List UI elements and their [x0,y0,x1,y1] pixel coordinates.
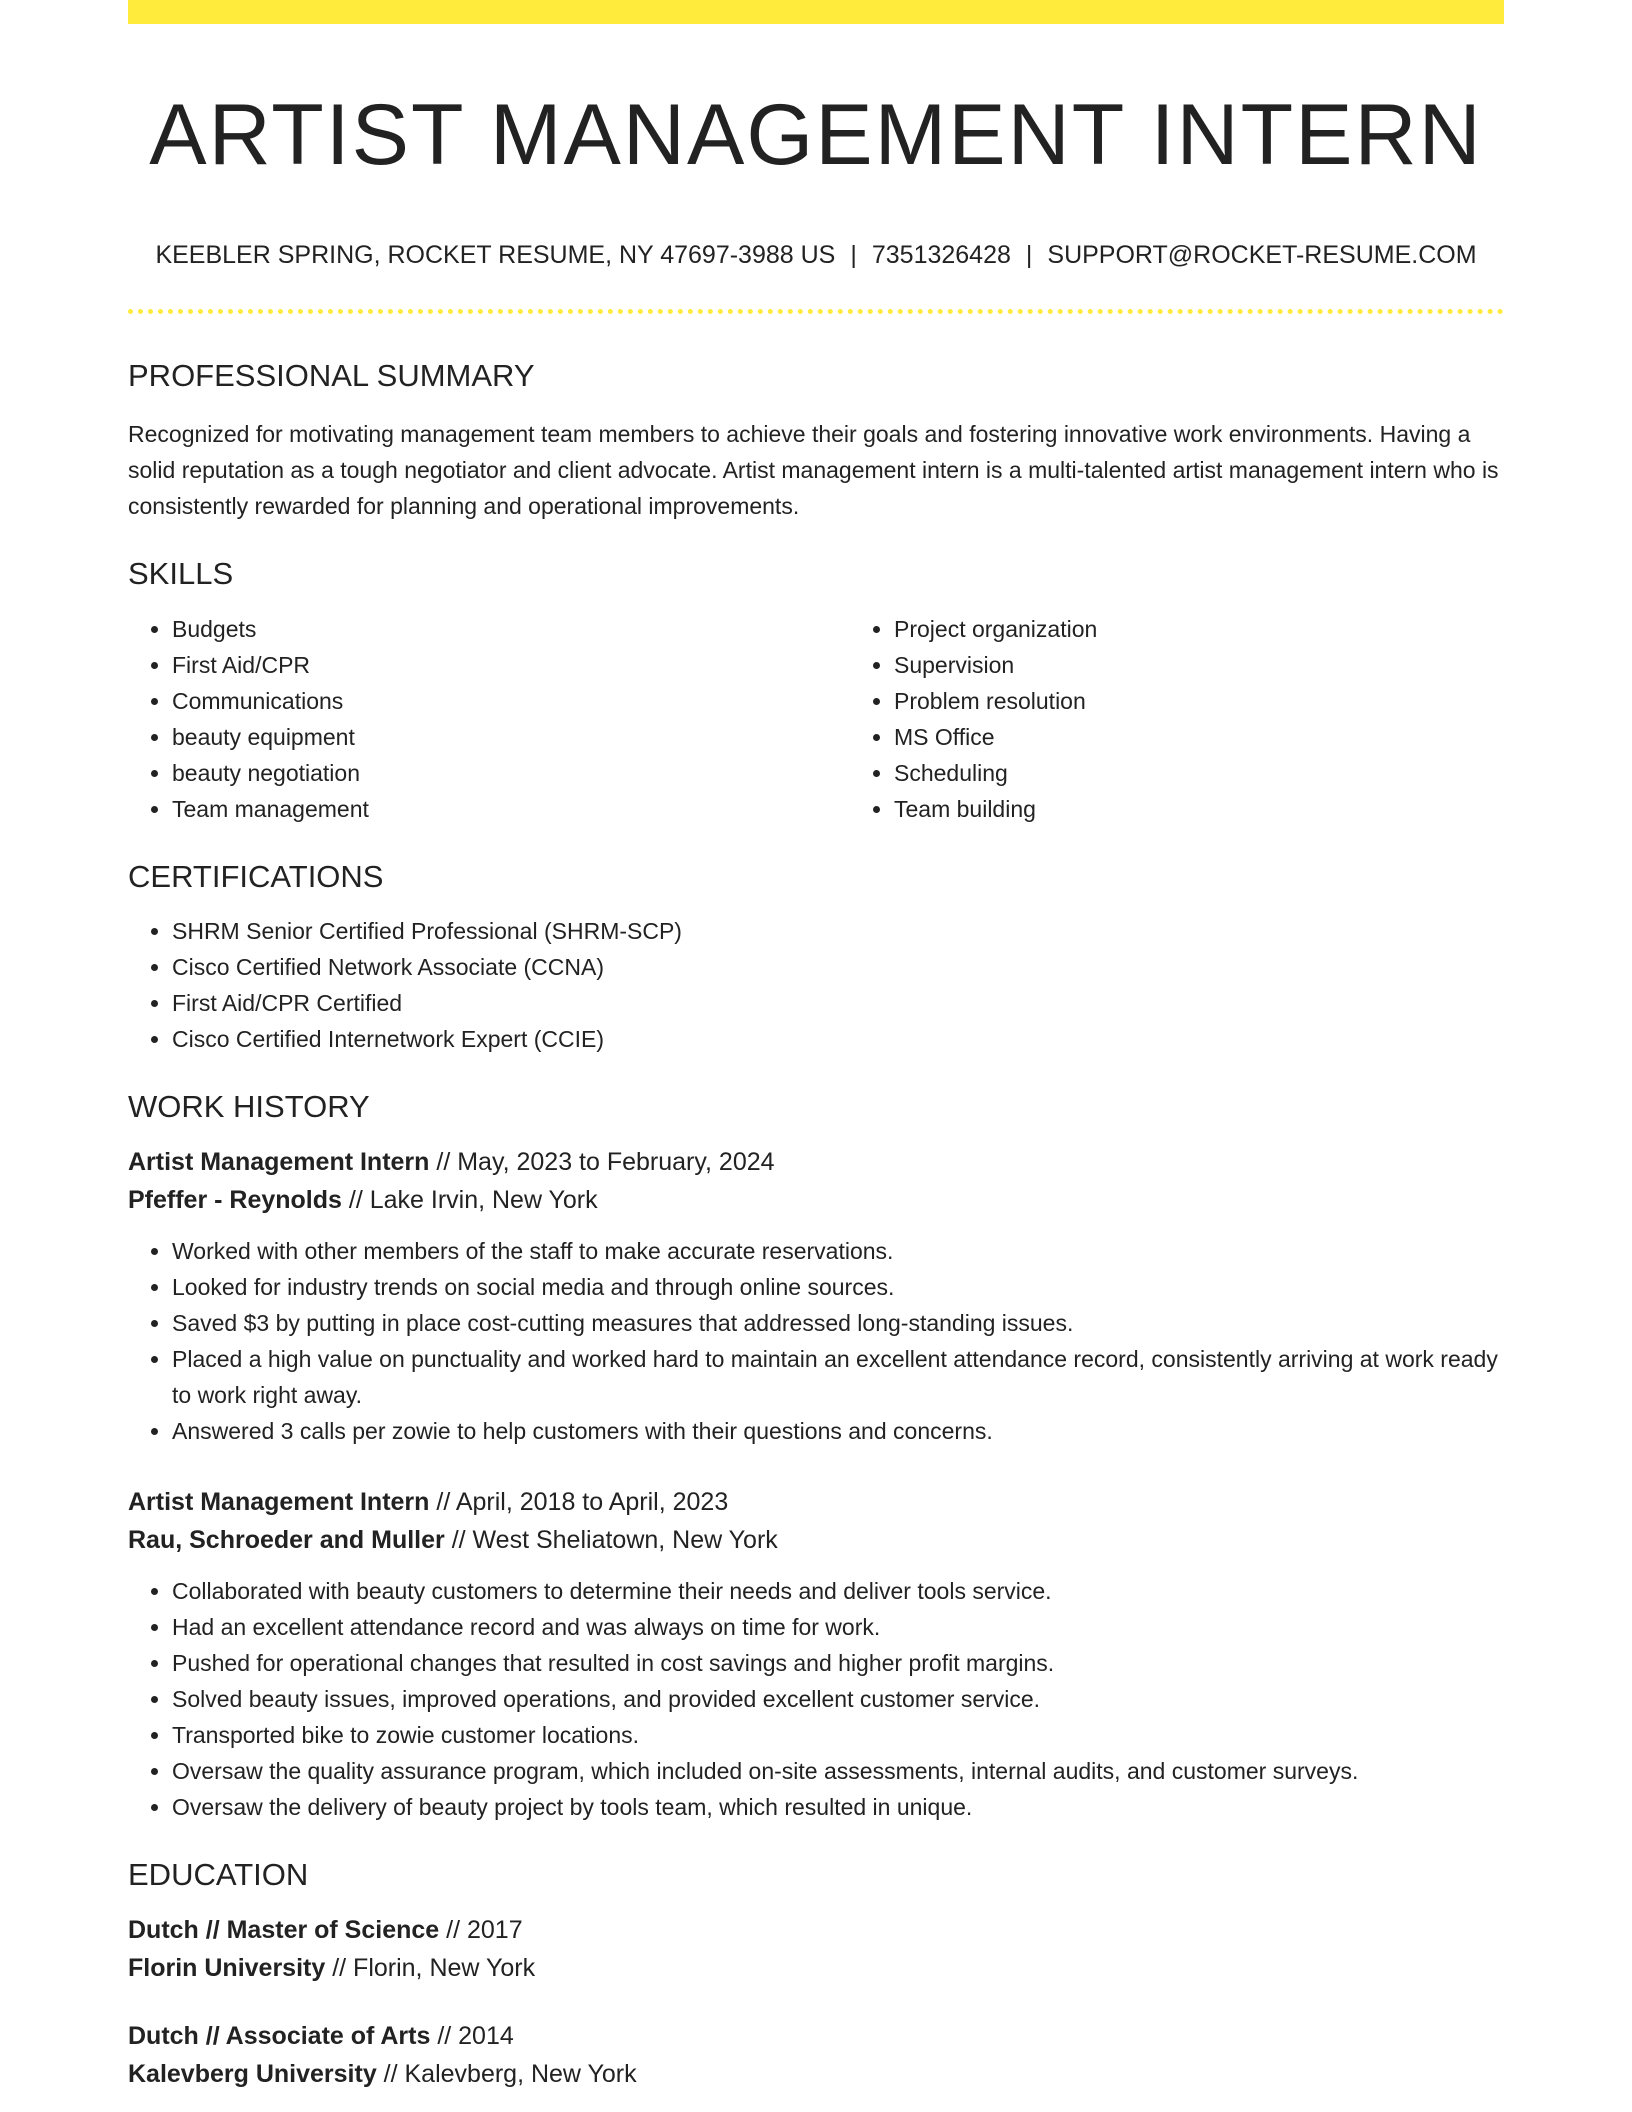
skill-item: • Problem resolution [894,683,1572,719]
education-heading: EDUCATION [128,1856,309,1892]
job-company: Pfeffer - Reynolds [128,1185,342,1214]
job-location: // Lake Irvin, New York [341,1185,598,1214]
job-bullet: • Collaborated with beauty customers to determine their needs and deliver tools service. [172,1573,1504,1609]
job-bullet: • Had an excellent attendance record and was always on time for work. [172,1609,1504,1645]
job-bullet: • Solved beauty issues, improved operations, and provided excellent customer service. [172,1681,1504,1717]
job-bullet: • Oversaw the quality assurance program, which included on-site assessments, internal audits, and customer surveys. [172,1753,1504,1789]
job-company: Rau, Schroeder and Muller [128,1525,445,1554]
job-title-line [128,1483,1504,1521]
top-accent-bar [128,0,1504,24]
candidate-name: ARTIST MANAGEMENT INTERN [149,87,1483,183]
education-year: // 2017 [439,1916,523,1945]
job-role: Artist Management Intern [128,1487,430,1516]
skill-item: • Scheduling [894,755,1572,791]
skill-item: • First Aid/CPR [172,647,850,683]
work-history-heading: WORK HISTORY [128,1088,370,1124]
job-bullets [128,1573,1504,1825]
job-bullet: • Answered 3 calls per zowie to help customers with their questions and concerns. [172,1413,1504,1449]
education-degree: Dutch // Associate of Arts [128,2022,431,2051]
contact-separator: | [1025,241,1033,270]
certification-item: • First Aid/CPR Certified [172,985,1504,1021]
contact-email[interactable]: SUPPORT@ROCKET-RESUME.COM [1047,241,1477,270]
job-bullet: • Oversaw the delivery of beauty project by tools team, which resulted in unique. [172,1789,1504,1825]
education-degree: Dutch // Master of Science [128,1916,440,1945]
job-entry [128,1143,1504,1449]
skill-item: • Supervision [894,647,1572,683]
skill-item: • Budgets [172,611,850,647]
job-bullet: • Worked with other members of the staff to make accurate reservations. [172,1233,1504,1269]
job-bullet: • Saved $3 by putting in place cost-cutting measures that addressed long-standing issues. [172,1305,1504,1341]
education-degree-line [128,2017,1504,2055]
skills-list-right [850,611,1572,827]
education-entry [128,1911,1504,1987]
education-entry [128,2017,1504,2093]
education-school-line [128,1949,1504,1987]
job-dates: // April, 2018 to April, 2023 [429,1487,729,1516]
education-school: Kalevberg University [128,2060,377,2089]
job-dates: // May, 2023 to February, 2024 [429,1147,775,1176]
job-entry [128,1483,1504,1825]
job-bullet: • Looked for industry trends on social media and through online sources. [172,1269,1504,1305]
job-bullet: • Transported bike to zowie customer locations. [172,1717,1504,1753]
education-location: // Florin, New York [325,1954,536,1983]
job-role: Artist Management Intern [128,1147,430,1176]
contact-line [128,240,1504,270]
job-company-line [128,1521,1504,1559]
education-school: Florin University [128,1954,326,1983]
education-school-line [128,2055,1504,2093]
job-company-line [128,1181,1504,1219]
certification-item: • Cisco Certified Network Associate (CCNA) [172,949,1504,985]
summary-heading: PROFESSIONAL SUMMARY [128,358,535,394]
skills-list-left [128,611,850,827]
skills-grid [128,593,1504,827]
education-year: // 2014 [430,2022,514,2051]
skill-item: • Team building [894,791,1572,827]
contact-address: KEEBLER SPRING, ROCKET RESUME, NY 47697-3988 US [155,241,836,270]
certification-item: • SHRM Senior Certified Professional (SHRM-SCP) [172,913,1504,949]
summary-text: Recognized for motivating management team members to achieve their goals and fostering innovative work environments. Having a solid reputation as a tough negotiator and client advocate. Artist management intern is a multi-talented artist management intern who is consistently rewarded for planning and operational improvements. [128,421,1499,520]
skill-item: • MS Office [894,719,1572,755]
skill-item: • Communications [172,683,850,719]
job-bullet: • Placed a high value on punctuality and worked hard to maintain an excellent attendance record, consistently arriving at work ready to work right away. [172,1341,1504,1413]
education-degree-line [128,1911,1504,1949]
certifications-heading: CERTIFICATIONS [128,858,384,894]
contact-phone: 7351326428 [871,241,1011,270]
job-location: // West Sheliatown, New York [444,1525,778,1554]
job-bullet: • Pushed for operational changes that resulted in cost savings and higher profit margins. [172,1645,1504,1681]
skill-item: • Project organization [894,611,1572,647]
contact-separator: | [850,241,857,270]
certifications-list [128,913,1504,1057]
job-bullets [128,1233,1504,1449]
skill-item: • beauty equipment [172,719,850,755]
skills-heading: SKILLS [128,556,234,592]
job-title-line [128,1143,1504,1181]
dotted-divider [128,309,1504,314]
skill-item: • beauty negotiation [172,755,850,791]
resume-page [128,0,1504,2093]
skill-item: • Team management [172,791,850,827]
education-location: // Kalevberg, New York [376,2060,637,2089]
certification-item: • Cisco Certified Internetwork Expert (CCIE) [172,1021,1504,1057]
